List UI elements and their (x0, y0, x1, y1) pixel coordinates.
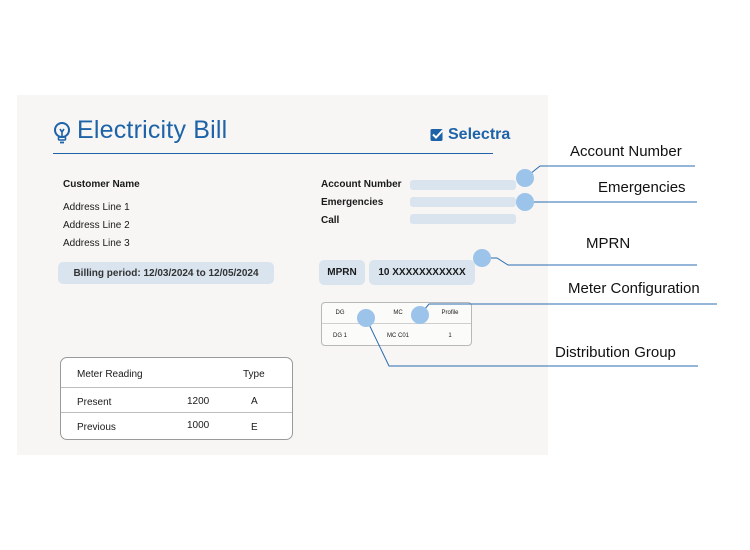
reading-present-label: Present (77, 397, 112, 408)
marker-meter-configuration (411, 306, 429, 324)
readings-header-label: Meter Reading (77, 369, 143, 380)
callout-emergencies: Emergencies (598, 179, 686, 196)
brand-name: Selectra (448, 126, 511, 143)
callout-line-meter-configuration (419, 304, 717, 316)
customer-name: Customer Name (63, 179, 140, 190)
address-line-1: Address Line 1 (63, 202, 130, 213)
marker-distribution-group (357, 309, 375, 327)
callout-mprn: MPRN (586, 235, 631, 252)
reading-previous-value: 1000 (187, 420, 210, 431)
meter-config-cell-dg: DG 1 (332, 333, 347, 339)
reading-previous-type: E (251, 422, 258, 433)
callout-distribution-group: Distribution Group (555, 344, 676, 361)
account-number-label: Account Number (321, 179, 402, 190)
meter-config-header-mc: MC (393, 310, 403, 316)
callout-account-number: Account Number (570, 143, 682, 160)
meter-config-header-dg: DG (335, 310, 345, 316)
mprn-value: 10 XXXXXXXXXXX (369, 260, 475, 285)
reading-present-value: 1200 (187, 396, 210, 407)
billing-period: Billing period: 12/03/2024 to 12/05/2024 (58, 262, 274, 284)
meter-config-cell-profile: 1 (448, 333, 452, 339)
reading-previous-label: Previous (77, 422, 116, 433)
address-line-3: Address Line 3 (63, 238, 130, 249)
bill-title: Electricity Bill (77, 116, 228, 144)
marker-account-number (516, 169, 534, 187)
meter-config-header-profile: Profile (441, 310, 459, 316)
marker-mprn (473, 249, 491, 267)
reading-present-type: A (251, 396, 258, 407)
call-label: Call (321, 215, 340, 226)
callout-line-mprn (481, 258, 697, 265)
address-line-2: Address Line 2 (63, 220, 130, 231)
readings-header-type: Type (243, 369, 265, 380)
callout-line-account-number (525, 166, 695, 178)
marker-emergencies (516, 193, 534, 211)
mprn-label: MPRN (319, 260, 365, 285)
emergencies-label: Emergencies (321, 197, 384, 208)
callout-meter-configuration: Meter Configuration (568, 280, 700, 297)
meter-config-cell-mc: MC C01 (386, 333, 409, 339)
